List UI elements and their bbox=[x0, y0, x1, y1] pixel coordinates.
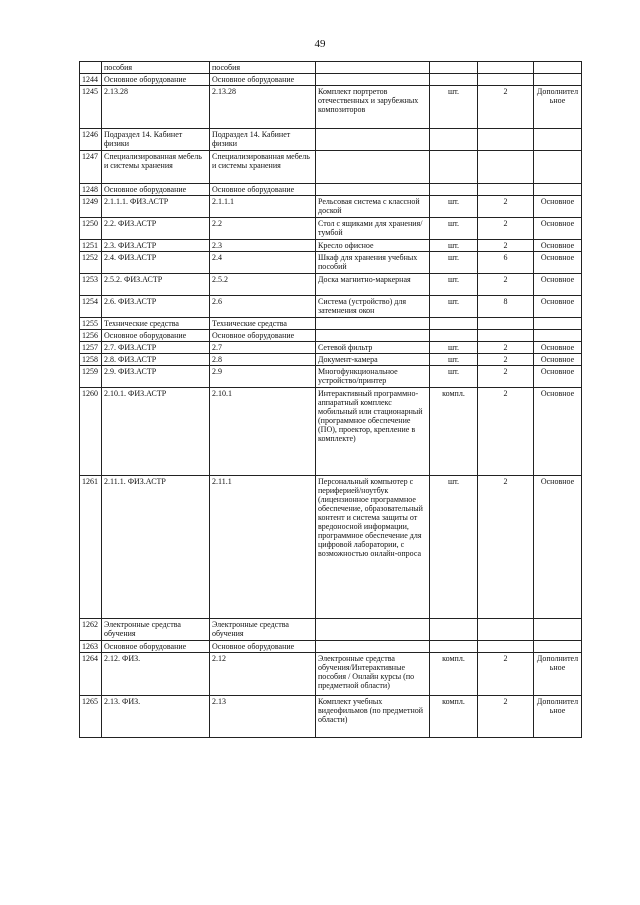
row-type: Дополнительное bbox=[534, 653, 582, 696]
row-name: Основное оборудование bbox=[102, 74, 210, 86]
row-unit bbox=[430, 318, 478, 330]
row-code: Специализированная мебель и системы хранения bbox=[210, 151, 316, 184]
table-row bbox=[80, 476, 582, 619]
table-row bbox=[80, 296, 582, 318]
row-unit: шт. bbox=[430, 218, 478, 240]
row-type: Основное bbox=[534, 252, 582, 274]
table-row bbox=[80, 330, 582, 342]
row-number: 1253 bbox=[80, 274, 102, 296]
row-unit bbox=[430, 641, 478, 653]
page-number: 49 bbox=[314, 38, 326, 50]
table-row bbox=[80, 86, 582, 129]
row-name: Основное оборудование bbox=[102, 330, 210, 342]
row-code: пособия bbox=[210, 62, 316, 74]
row-description: Стол с ящиками для хранения/тумбой bbox=[316, 218, 430, 240]
row-description: Электронные средства обучения/Интерактивные пособия / Онлайн курсы (по предметной области) bbox=[316, 653, 430, 696]
row-unit: шт. bbox=[430, 252, 478, 274]
row-type bbox=[534, 330, 582, 342]
row-description: Документ-камера bbox=[316, 354, 430, 366]
row-type: Основное bbox=[534, 196, 582, 218]
row-code: Основное оборудование bbox=[210, 184, 316, 196]
row-name: 2.1.1.1. ФИЗ.АСТР bbox=[102, 196, 210, 218]
row-unit: шт. bbox=[430, 86, 478, 129]
row-name: 2.13. ФИЗ. bbox=[102, 696, 210, 738]
row-description bbox=[316, 619, 430, 641]
row-unit: компл. bbox=[430, 696, 478, 738]
row-type bbox=[534, 151, 582, 184]
row-description bbox=[316, 129, 430, 151]
row-code: Основное оборудование bbox=[210, 641, 316, 653]
row-code: 2.13 bbox=[210, 696, 316, 738]
row-name: 2.6. ФИЗ.АСТР bbox=[102, 296, 210, 318]
row-quantity: 2 bbox=[478, 342, 534, 354]
table-row bbox=[80, 62, 582, 74]
row-description: Комплект портретов отечественных и зарубежных композиторов bbox=[316, 86, 430, 129]
row-code: 2.13.28 bbox=[210, 86, 316, 129]
row-code: 2.2 bbox=[210, 218, 316, 240]
row-name: Технические средства bbox=[102, 318, 210, 330]
row-description bbox=[316, 641, 430, 653]
row-number: 1252 bbox=[80, 252, 102, 274]
row-code: 2.7 bbox=[210, 342, 316, 354]
row-unit bbox=[430, 619, 478, 641]
row-description bbox=[316, 74, 430, 86]
table-row bbox=[80, 218, 582, 240]
row-type bbox=[534, 318, 582, 330]
row-type bbox=[534, 74, 582, 86]
row-unit: шт. bbox=[430, 196, 478, 218]
row-name: Основное оборудование bbox=[102, 184, 210, 196]
row-description: Персональный компьютер с периферией/ноутбук (лицензионное программное обеспечение, образовательный контент и система защиты от вредоносной информации, программное обеспечение для цифровой лаборатории, с возможностью онлайн-опроса bbox=[316, 476, 430, 619]
row-name: Основное оборудование bbox=[102, 641, 210, 653]
row-description: Доска магнитно-маркерная bbox=[316, 274, 430, 296]
table-row bbox=[80, 196, 582, 218]
row-code: 2.5.2 bbox=[210, 274, 316, 296]
row-quantity bbox=[478, 74, 534, 86]
table-row bbox=[80, 184, 582, 196]
row-name: 2.8. ФИЗ.АСТР bbox=[102, 354, 210, 366]
table-row bbox=[80, 641, 582, 653]
row-number: 1255 bbox=[80, 318, 102, 330]
row-description: Интерактивный программно-аппаратный комплекс мобильный или стационарный (программное обеспечение (ПО), проектор, крепление в комплекте) bbox=[316, 388, 430, 476]
row-description: Многофункциональное устройство/принтер bbox=[316, 366, 430, 388]
row-number: 1249 bbox=[80, 196, 102, 218]
row-name: 2.5.2. ФИЗ.АСТР bbox=[102, 274, 210, 296]
row-unit: компл. bbox=[430, 653, 478, 696]
row-type: Основное bbox=[534, 388, 582, 476]
row-name: 2.13.28 bbox=[102, 86, 210, 129]
row-quantity: 8 bbox=[478, 296, 534, 318]
row-description: Комплект учебных видеофильмов (по предметной области) bbox=[316, 696, 430, 738]
table-row bbox=[80, 129, 582, 151]
row-type bbox=[534, 641, 582, 653]
row-number: 1259 bbox=[80, 366, 102, 388]
row-number: 1245 bbox=[80, 86, 102, 129]
row-name: 2.3. ФИЗ.АСТР bbox=[102, 240, 210, 252]
row-type bbox=[534, 62, 582, 74]
row-quantity: 2 bbox=[478, 366, 534, 388]
row-unit bbox=[430, 74, 478, 86]
table-row bbox=[80, 366, 582, 388]
table-row bbox=[80, 342, 582, 354]
row-name: Специализированная мебель и системы хранения bbox=[102, 151, 210, 184]
row-unit: шт. bbox=[430, 296, 478, 318]
row-code: Основное оборудование bbox=[210, 330, 316, 342]
row-number: 1256 bbox=[80, 330, 102, 342]
row-number: 1265 bbox=[80, 696, 102, 738]
row-type bbox=[534, 129, 582, 151]
row-quantity bbox=[478, 330, 534, 342]
row-type: Основное bbox=[534, 366, 582, 388]
table-row bbox=[80, 619, 582, 641]
table-row bbox=[80, 388, 582, 476]
row-unit: шт. bbox=[430, 274, 478, 296]
row-unit bbox=[430, 184, 478, 196]
row-quantity bbox=[478, 151, 534, 184]
row-quantity bbox=[478, 641, 534, 653]
row-quantity bbox=[478, 184, 534, 196]
table-row bbox=[80, 354, 582, 366]
row-code: 2.10.1 bbox=[210, 388, 316, 476]
row-type: Основное bbox=[534, 342, 582, 354]
row-quantity: 2 bbox=[478, 653, 534, 696]
row-unit: шт. bbox=[430, 342, 478, 354]
row-number: 1258 bbox=[80, 354, 102, 366]
row-number: 1250 bbox=[80, 218, 102, 240]
row-type: Дополнительное bbox=[534, 86, 582, 129]
row-number: 1247 bbox=[80, 151, 102, 184]
table-row bbox=[80, 653, 582, 696]
row-quantity bbox=[478, 62, 534, 74]
row-number: 1262 bbox=[80, 619, 102, 641]
row-code: 2.3 bbox=[210, 240, 316, 252]
row-description bbox=[316, 330, 430, 342]
row-quantity: 2 bbox=[478, 240, 534, 252]
row-code: 2.4 bbox=[210, 252, 316, 274]
equipment-table bbox=[79, 61, 582, 738]
row-quantity bbox=[478, 318, 534, 330]
table-row bbox=[80, 151, 582, 184]
row-code: Электронные средства обучения bbox=[210, 619, 316, 641]
row-number: 1244 bbox=[80, 74, 102, 86]
row-code: Основное оборудование bbox=[210, 74, 316, 86]
table-row bbox=[80, 318, 582, 330]
row-number: 1246 bbox=[80, 129, 102, 151]
row-quantity bbox=[478, 619, 534, 641]
row-type: Основное bbox=[534, 296, 582, 318]
row-quantity: 2 bbox=[478, 354, 534, 366]
row-number: 1264 bbox=[80, 653, 102, 696]
row-description bbox=[316, 151, 430, 184]
row-quantity: 2 bbox=[478, 218, 534, 240]
row-code: Технические средства bbox=[210, 318, 316, 330]
row-quantity: 2 bbox=[478, 476, 534, 619]
row-type: Дополнительное bbox=[534, 696, 582, 738]
row-name: 2.12. ФИЗ. bbox=[102, 653, 210, 696]
row-description bbox=[316, 318, 430, 330]
row-quantity: 6 bbox=[478, 252, 534, 274]
row-unit: шт. bbox=[430, 476, 478, 619]
table-row bbox=[80, 240, 582, 252]
row-type: Основное bbox=[534, 218, 582, 240]
table-row bbox=[80, 252, 582, 274]
row-quantity: 2 bbox=[478, 388, 534, 476]
row-number: 1261 bbox=[80, 476, 102, 619]
row-unit bbox=[430, 151, 478, 184]
row-number: 1251 bbox=[80, 240, 102, 252]
row-description: Кресло офисное bbox=[316, 240, 430, 252]
row-unit: шт. bbox=[430, 240, 478, 252]
row-type: Основное bbox=[534, 354, 582, 366]
row-number: 1263 bbox=[80, 641, 102, 653]
row-type: Основное bbox=[534, 476, 582, 619]
row-code: 2.1.1.1 bbox=[210, 196, 316, 218]
row-type bbox=[534, 619, 582, 641]
row-name: Подраздел 14. Кабинет физики bbox=[102, 129, 210, 151]
row-code: 2.8 bbox=[210, 354, 316, 366]
row-code: Подраздел 14. Кабинет физики bbox=[210, 129, 316, 151]
table-row bbox=[80, 74, 582, 86]
row-name: 2.2. ФИЗ.АСТР bbox=[102, 218, 210, 240]
row-description: Сетевой фильтр bbox=[316, 342, 430, 354]
row-description: Система (устройство) для затемнения окон bbox=[316, 296, 430, 318]
row-quantity: 2 bbox=[478, 696, 534, 738]
row-name: 2.4. ФИЗ.АСТР bbox=[102, 252, 210, 274]
table-row bbox=[80, 696, 582, 738]
row-number: 1248 bbox=[80, 184, 102, 196]
row-quantity bbox=[478, 129, 534, 151]
row-name: 2.7. ФИЗ.АСТР bbox=[102, 342, 210, 354]
row-unit bbox=[430, 129, 478, 151]
row-unit bbox=[430, 62, 478, 74]
row-description bbox=[316, 62, 430, 74]
row-code: 2.12 bbox=[210, 653, 316, 696]
row-quantity: 2 bbox=[478, 196, 534, 218]
row-number: 1257 bbox=[80, 342, 102, 354]
row-code: 2.9 bbox=[210, 366, 316, 388]
row-name: 2.9. ФИЗ.АСТР bbox=[102, 366, 210, 388]
row-name: пособия bbox=[102, 62, 210, 74]
row-unit: шт. bbox=[430, 354, 478, 366]
table-row bbox=[80, 274, 582, 296]
row-number bbox=[80, 62, 102, 74]
row-name: 2.10.1. ФИЗ.АСТР bbox=[102, 388, 210, 476]
row-quantity: 2 bbox=[478, 274, 534, 296]
row-code: 2.11.1 bbox=[210, 476, 316, 619]
row-type bbox=[534, 184, 582, 196]
row-description bbox=[316, 184, 430, 196]
row-unit: компл. bbox=[430, 388, 478, 476]
row-type: Основное bbox=[534, 240, 582, 252]
row-quantity: 2 bbox=[478, 86, 534, 129]
row-code: 2.6 bbox=[210, 296, 316, 318]
row-unit bbox=[430, 330, 478, 342]
row-number: 1254 bbox=[80, 296, 102, 318]
row-description: Шкаф для хранения учебных пособий bbox=[316, 252, 430, 274]
row-name: Электронные средства обучения bbox=[102, 619, 210, 641]
row-name: 2.11.1. ФИЗ.АСТР bbox=[102, 476, 210, 619]
row-number: 1260 bbox=[80, 388, 102, 476]
row-description: Рельсовая система с классной доской bbox=[316, 196, 430, 218]
row-type: Основное bbox=[534, 274, 582, 296]
row-unit: шт. bbox=[430, 366, 478, 388]
